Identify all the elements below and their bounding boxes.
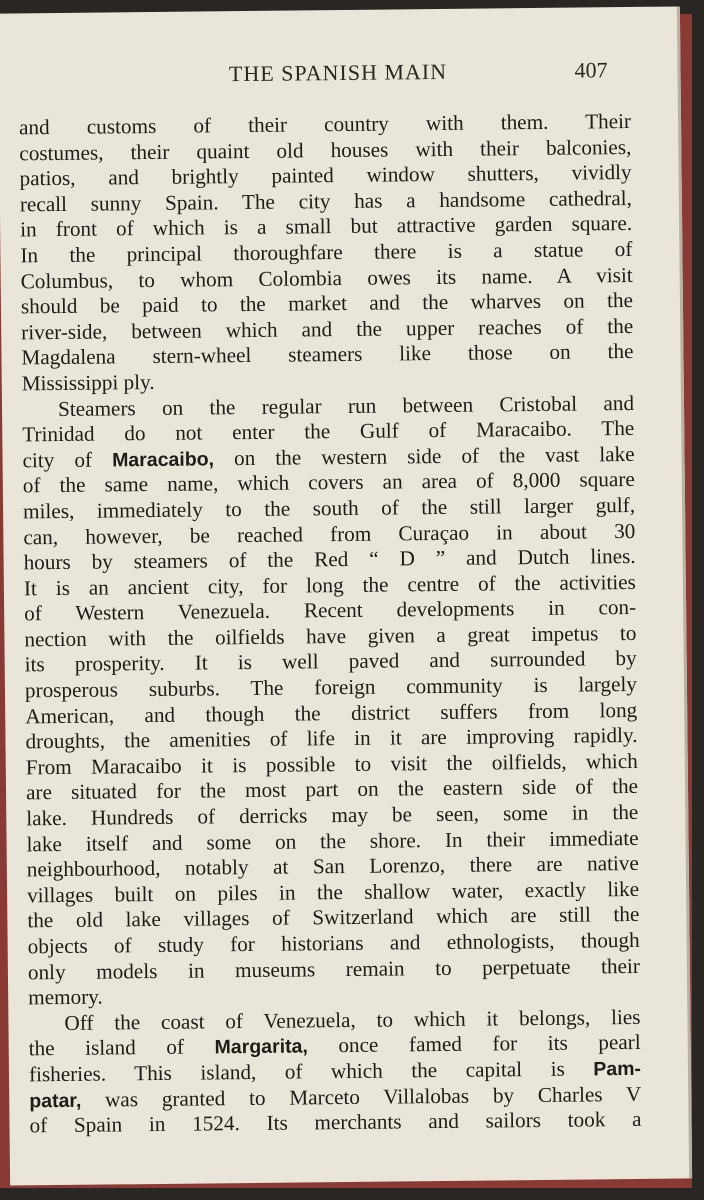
text-line: objects of study for historians and ethnologists, though [27, 927, 640, 959]
text-line: Off the coast of Venezuela, to which it belongs, lies [64, 1004, 641, 1035]
page-number: 407 [574, 57, 608, 83]
text-line: hours by steamers of the Red “ D ” and Dutch lines. [23, 544, 636, 575]
text-line: Magdalena stern-wheel steamers like those on the [21, 339, 634, 370]
text-line: of Spain in 1524. Its merchants and sailors took a [29, 1107, 642, 1138]
text-line: of Western Venezuela. Recent developments in con- [24, 595, 637, 626]
book-page [0, 6, 692, 1185]
text-line: Trinidad do not enter the Gulf of Maracaibo. The [22, 416, 635, 447]
text-fragment: once famed for its pearl [307, 1030, 641, 1058]
text-line: the old lake villages of Switzerland which are still the [27, 902, 640, 933]
text-line: its prosperity. It is well paved and surrounded by [24, 646, 637, 677]
text-line: droughts, the amenities of life in it are improving rapidly. [25, 723, 638, 754]
place-name-maracaibo: Maracaibo, [112, 448, 215, 472]
text-fragment: fisheries. This island, of which the capital is [28, 1056, 594, 1087]
text-line: American, and though the district suffers from long [25, 697, 638, 729]
text-line: and customs of their country with them. Their [18, 108, 632, 140]
text-line: costumes, their quaint old houses with their balconies, [19, 134, 632, 165]
place-name-pampatar: Pam- [593, 1057, 642, 1081]
text-line: are situated for the most part on the eastern side of the [25, 774, 639, 805]
text-line: Columbus, to whom Colombia owes its name. A visit [20, 262, 633, 293]
text-line: patios, and brightly painted window shutters, vividly [19, 160, 632, 191]
text-line: river-side, between which and the upper reaches of the [21, 313, 634, 345]
text-line: memory. [28, 984, 103, 1010]
text-line: neighbourhood, notably at San Lorenzo, there are native [26, 851, 639, 882]
text-line: only models in museums remain to perpetuate their [27, 953, 641, 984]
text-line: Steamers on the regular run between Cristobal and [57, 390, 635, 421]
text-line: prosperous suburbs. The foreign community is largely [24, 672, 638, 703]
place-name-margarita: Margarita, [214, 1035, 308, 1059]
text-line: nection with the oilfields have given a great impetus to [24, 620, 637, 652]
text-line: villages built on piles in the shallow water, exactly like [26, 876, 640, 908]
text-line: lake. Hundreds of derricks may be seen, some in the [26, 799, 639, 831]
text-line: In the principal thoroughfare there is a statue of [20, 236, 633, 268]
text-line: miles, immediately to the south of the still larger gulf, [22, 492, 636, 524]
running-title: THE SPANISH MAIN [228, 58, 448, 87]
page-header [0, 56, 678, 93]
text-line: in front of which is a small but attractive garden square. [20, 211, 633, 242]
text-line: recall sunny Spain. The city has a handsome cathedral, [19, 185, 632, 217]
text-line: It is an ancient city, for long the centre of the activities [23, 569, 636, 601]
text-line: of the same name, which covers an area of 8,000 square [22, 467, 635, 498]
text-line: From Maracaibo it is possible to visit the oilfields, which [25, 748, 638, 780]
text-line: lake itself and some on the shore. In their immediate [26, 825, 639, 856]
text-fragment: was granted to Marceto Villalobas by Charles V [81, 1081, 642, 1112]
text-fragment: city of [22, 447, 113, 473]
text-line: can, however, be reached from Curaçao in about 30 [23, 518, 636, 549]
place-name-pampatar-cont: patar, [29, 1089, 82, 1112]
text-fragment: the island of [28, 1034, 215, 1061]
text-fragment: on the western side of the vast lake [213, 441, 635, 471]
body-text [19, 109, 642, 1139]
text-line: should be paid to the market and the wharves on the [20, 288, 634, 319]
text-line: Mississippi ply. [21, 369, 155, 396]
